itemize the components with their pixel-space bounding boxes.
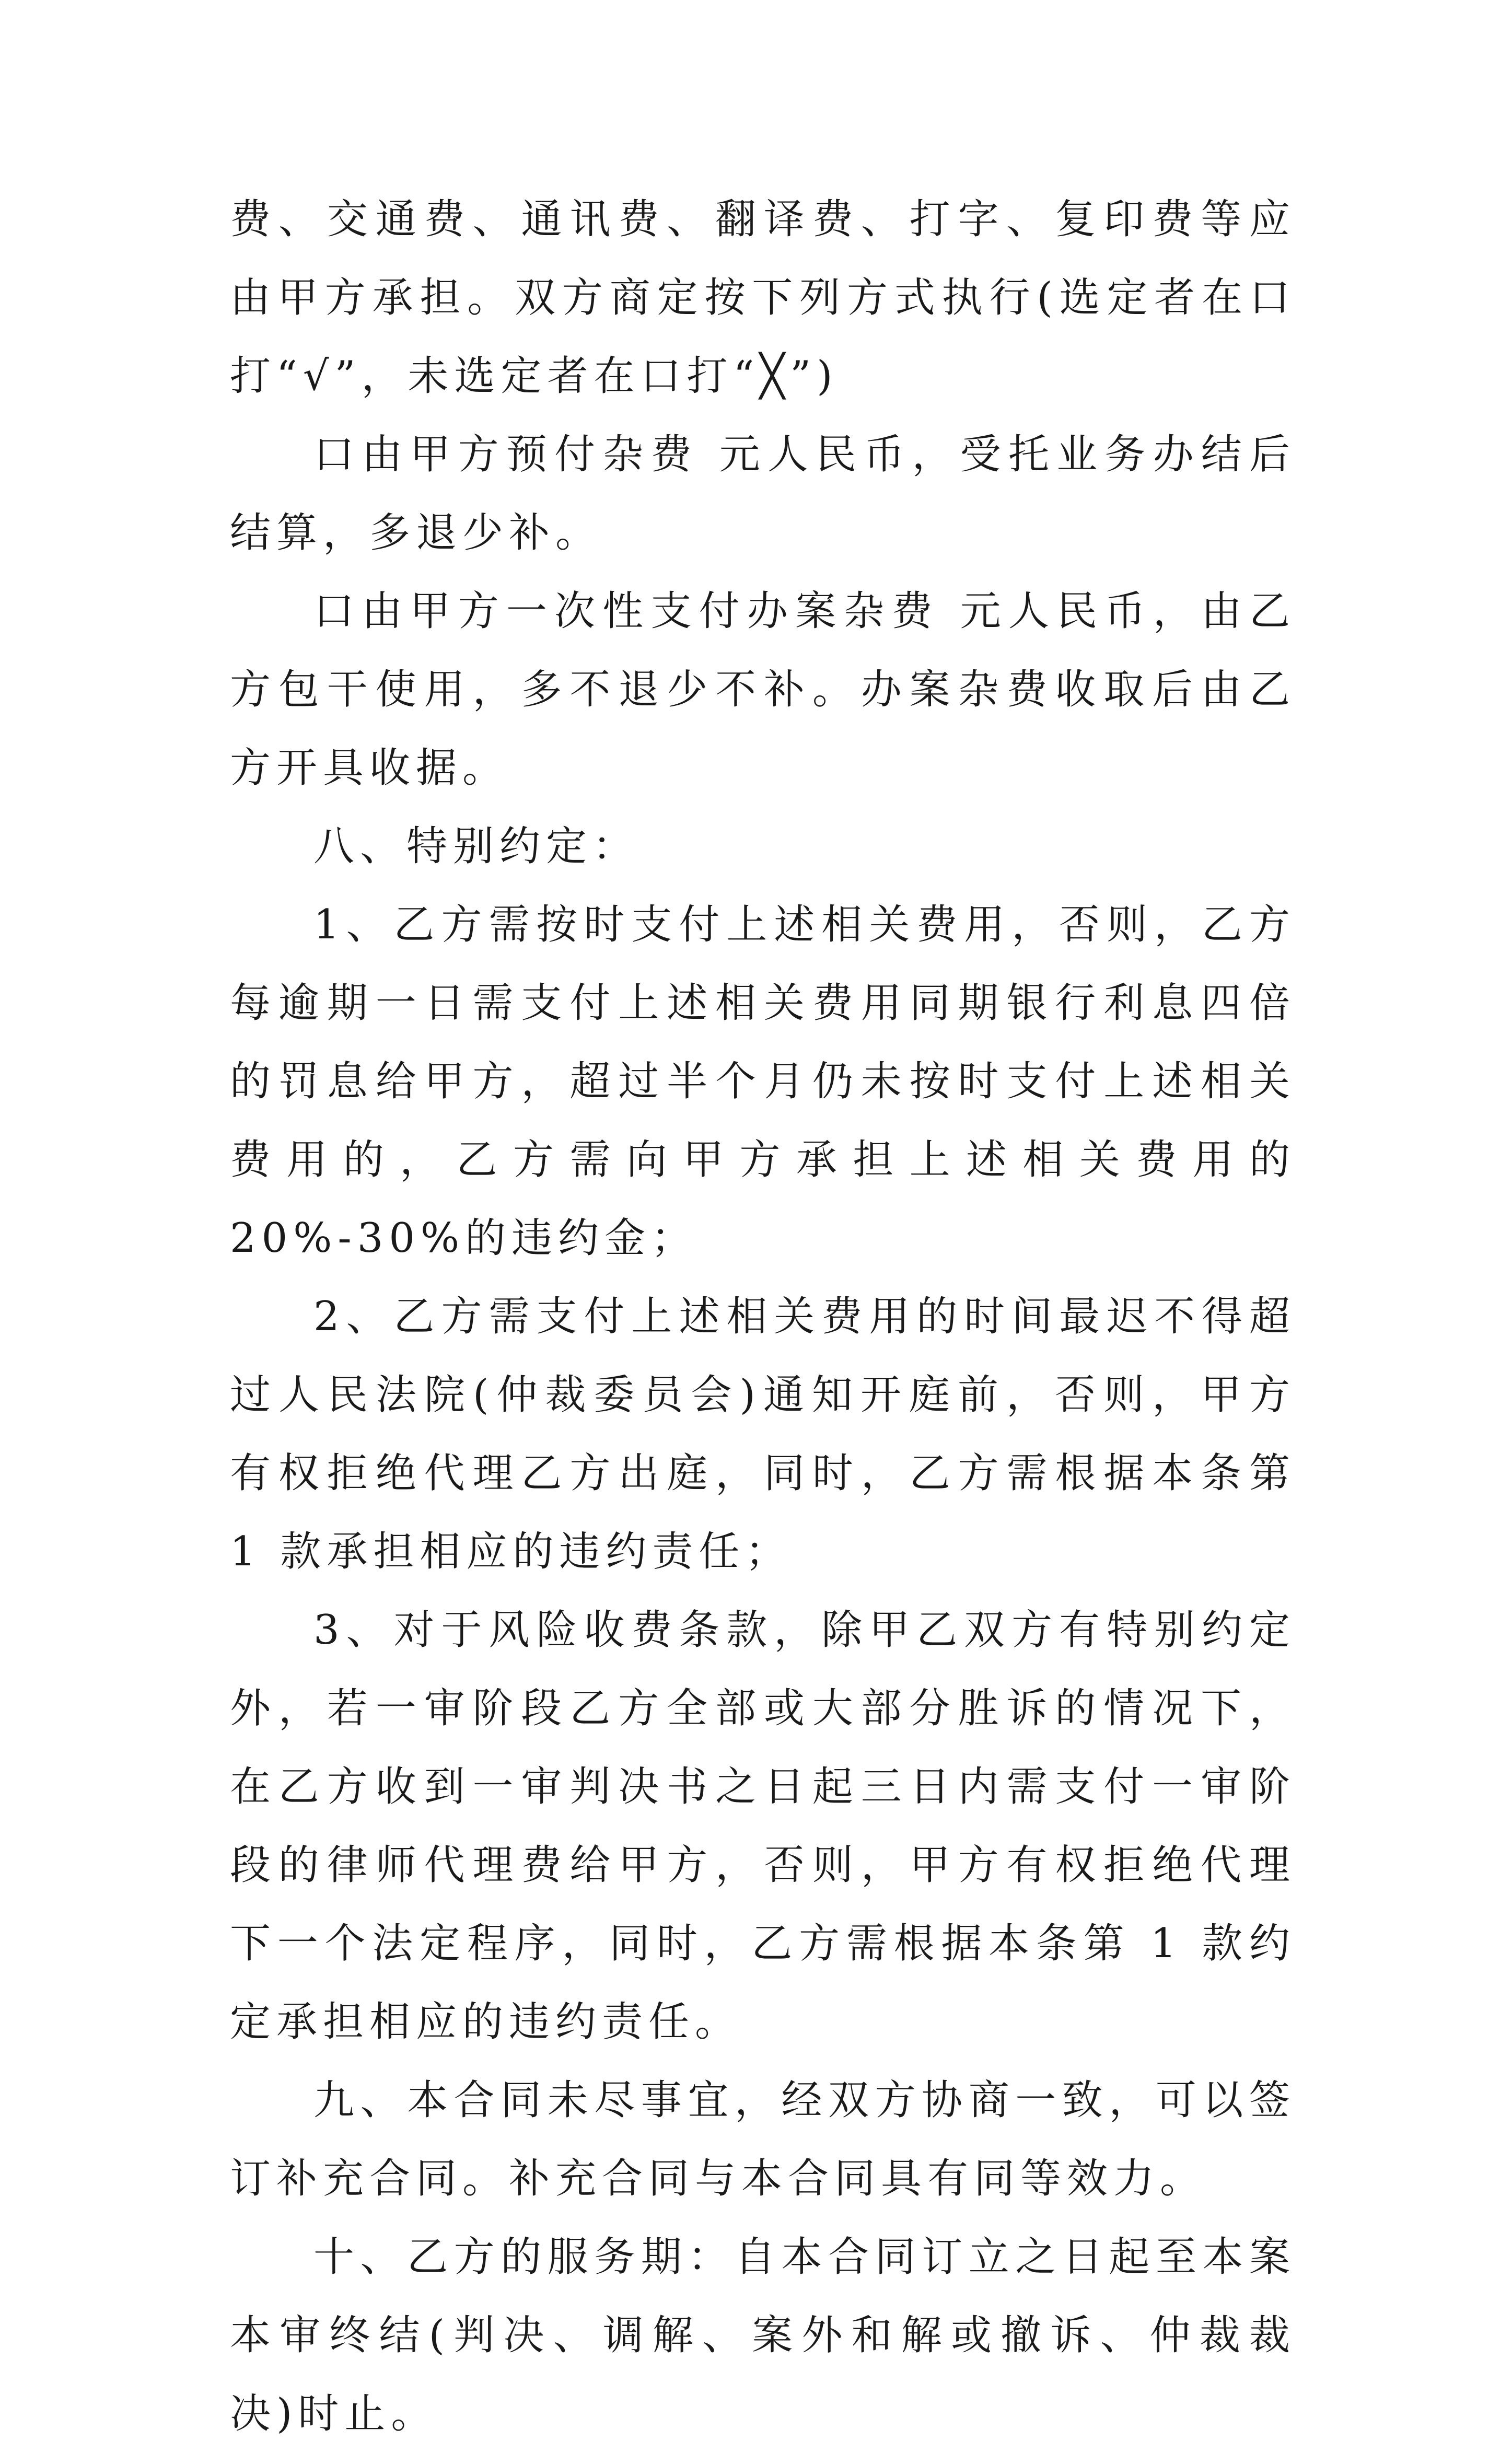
section-9-supplementary-contract: 九、本合同未尽事宜，经双方协商一致，可以签订补充合同。补充合同与本合同具有同等效力。 (230, 2077, 1296, 2202)
clause-1-late-payment: 1、乙方需按时支付上述相关费用，否则，乙方每逾期一日需支付上述相关费用同期银行利息四倍的罚息给甲方，超过半个月仍未按时支付上述相关费用的，乙方需向甲方承担上述相关费用的 20%-30%的违约金； (230, 901, 1296, 1262)
clause-3-risk-fee: 3、对于风险收费条款，除甲乙双方有特别约定外，若一审阶段乙方全部或大部分胜诉的情况下，在乙方收到一审判决书之日起三日内需支付一审阶段的律师代理费给甲方，否则，甲方有权拒绝代理下一个法定程序，同时，乙方需根据本条第 1 款约定承担相应的违约责任。 (230, 1607, 1296, 2045)
clause-2-payment-deadline: 2、乙方需支付上述相关费用的时间最迟不得超过人民法院(仲裁委员会)通知开庭前，否则，甲方有权拒绝代理乙方出庭，同时，乙方需根据本条第 1 款承担相应的违约责任； (230, 1293, 1296, 1575)
paragraph-prepaid-option: 口由甲方预付杂费 元人民币，受托业务办结后结算，多退少补。 (230, 431, 1296, 556)
section-10-service-period: 十、乙方的服务期：自本合同订立之日起至本案本审终结(判决、调解、案外和解或撤诉、仲裁裁决)时止。 (230, 2234, 1296, 2437)
paragraph-fees-continuation: 费、交通费、通讯费、翻译费、打字、复印费等应由甲方承担。双方商定按下列方式执行(选定者在口打“√”，未选定者在口打“╳”) (230, 196, 1296, 400)
document-page (230, 180, 1296, 2453)
paragraph-lump-sum-option: 口由甲方一次性支付办案杂费 元人民币，由乙方包干使用，多不退少不补。办案杂费收取后由乙方开具收据。 (230, 588, 1296, 792)
section-heading-special-terms: 八、特别约定： (313, 823, 639, 870)
